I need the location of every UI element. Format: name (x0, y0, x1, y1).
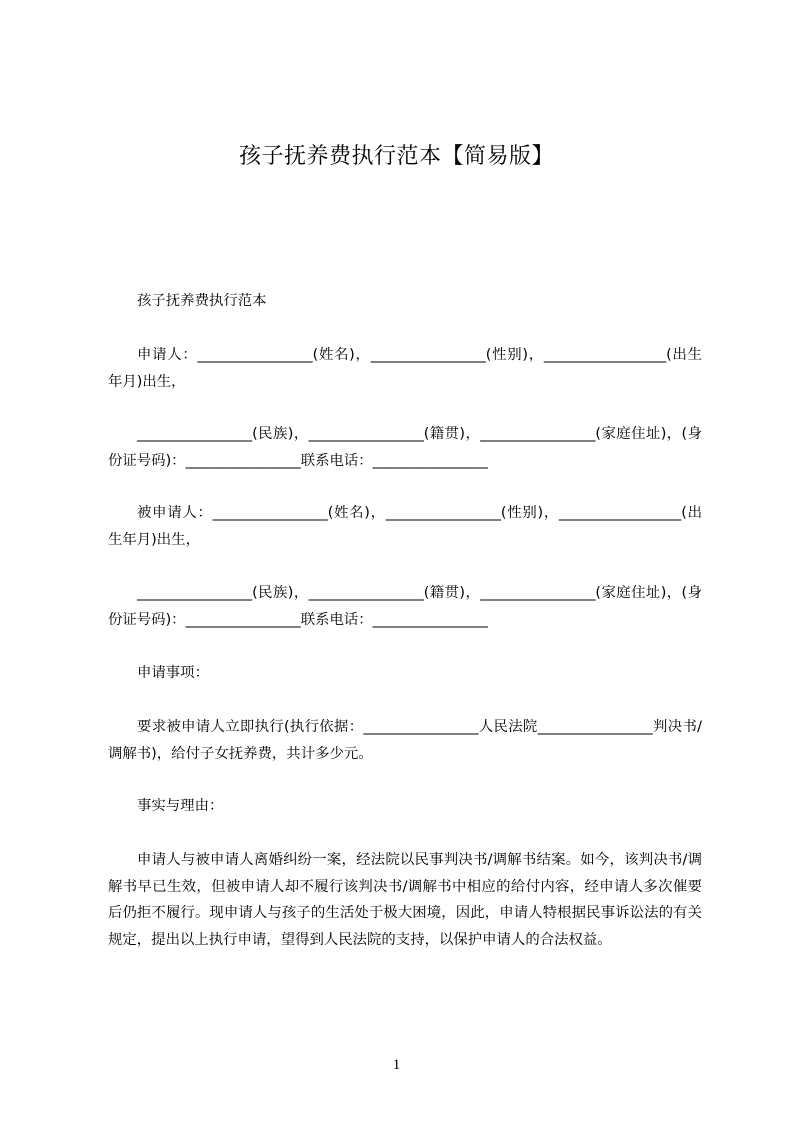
respondent-info-line2: ________________(民族)，________________(籍贯)，________________(家庭住址)，(身份证号码)：________________联系电话：________________ (108, 585, 702, 628)
section-heading: 孩子抚养费执行范本 (137, 293, 267, 309)
request-content: 要求被申请人立即执行(执行依据：________________人民法院________________判决书/调解书)，给付子女抚养费，共计多少元。 (108, 719, 702, 762)
document-title: 孩子抚养费执行范本【简易版】 (238, 144, 554, 169)
facts-content: 申请人与被申请人离婚纠纷一案，经法院以民事判决书/调解书结案。如今，该判决书/调解书早已生效，但被申请人却不履行该判决书/调解书中相应的给付内容，经申请人多次催要后仍拒不履行。现申请人与孩子的生活处于极大困境，因此，申请人特根据民事诉讼法的有关规定，提出以上执行申请，望得到人民法院的支持，以保护申请人的合法权益。 (108, 852, 702, 948)
respondent-info-line1: 被申请人：________________(姓名)，________________(性别)，_________________(出生年月)出生， (108, 505, 702, 548)
facts-heading: 事实与理由： (137, 798, 224, 814)
applicant-info-line1: 申请人：________________(姓名)，________________(性别)，_________________(出生年月)出生， (108, 347, 702, 390)
request-heading: 申请事项： (137, 665, 209, 681)
applicant-info-line2: ________________(民族)，________________(籍贯)，________________(家庭住址)，(身份证号码)：________________联系电话：________________ (108, 426, 702, 469)
page-number: 1 (392, 1057, 401, 1073)
